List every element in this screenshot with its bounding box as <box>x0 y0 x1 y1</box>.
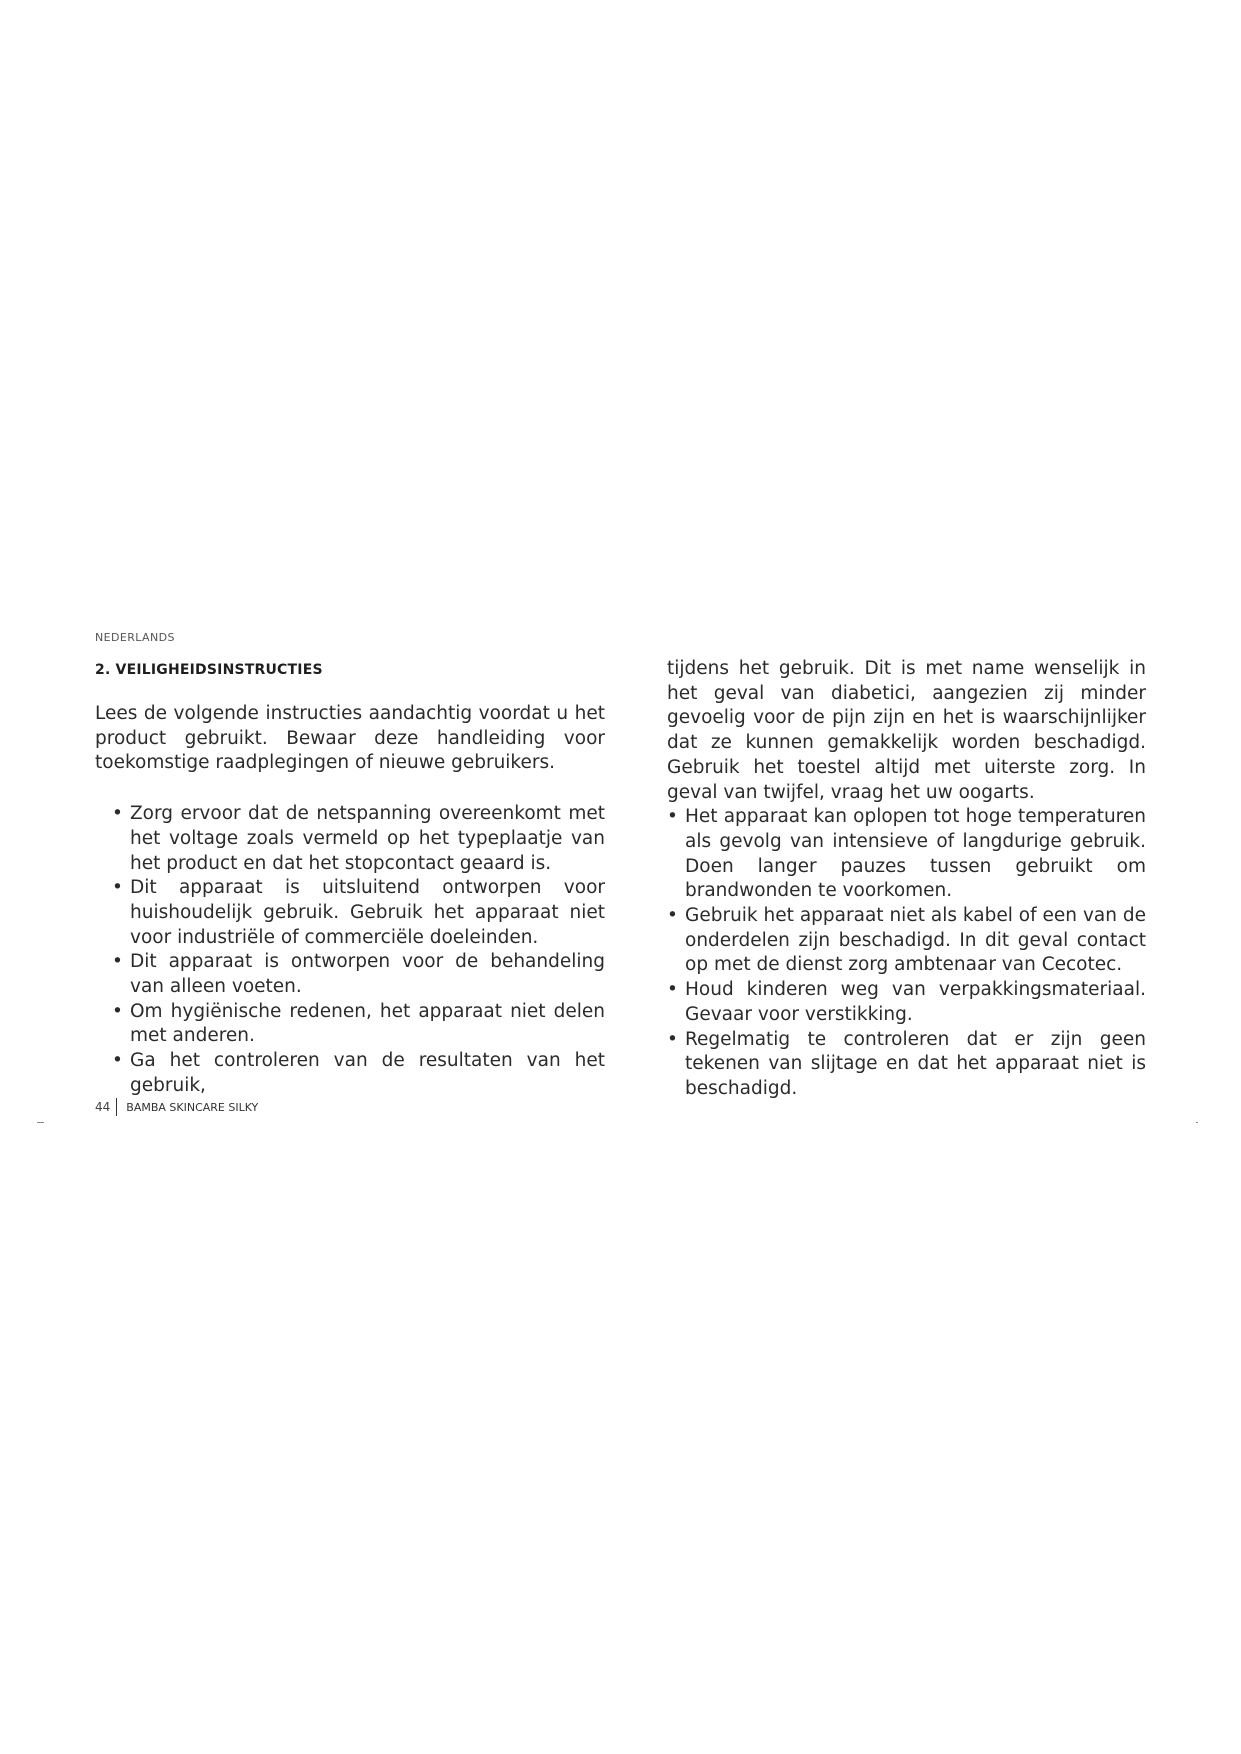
crop-mark-left <box>37 1122 44 1123</box>
page-number: 44 <box>95 1100 111 1114</box>
list-item: • Dit apparaat is uitsluitend ontworpen voor huishoudelijk gebruik. Gebruik het apparaat niet voor industriële of commerciële doeleinden. <box>112 877 605 948</box>
list-item: • Regelmatig te controleren dat er zijn geen tekenen van slijtage en dat het apparaat niet is beschadigd. <box>667 1028 1146 1099</box>
bullet-icon: • <box>112 1050 123 1072</box>
bullet-icon: • <box>112 951 123 973</box>
page-footer <box>95 1098 258 1116</box>
intro-paragraph: Lees de volgende instructies aandachtig voordat u het product gebruikt. Bewaar deze handleiding voor toekomstige raadplegingen of nieuwe gebruikers. <box>95 703 605 774</box>
bullet-icon: • <box>667 806 678 828</box>
bullet-icon: • <box>112 1000 123 1022</box>
bullet-icon: • <box>667 979 678 1001</box>
right-bullet-list <box>650 805 1146 1101</box>
section-title: 2. VEILIGHEIDSINSTRUCTIES <box>95 662 323 678</box>
bullet-icon: • <box>667 905 678 927</box>
list-item: • Dit apparaat is ontworpen voor de behandeling van alleen voeten. <box>112 951 605 998</box>
product-name: BAMBA SKINCARE SILKY <box>126 1100 259 1114</box>
continuation-paragraph: tijdens het gebruik. Dit is met name wenselijk in het geval van diabetici, aangezien zij minder gevoelig voor de pijn zijn en het is waarschijnlijker dat ze kunnen gemakkelijk worden beschadigd. Gebruik het toestel altijd met uiterste zorg. In geval van twijfel, vraag het uw oogarts. <box>667 658 1146 803</box>
left-column <box>95 702 605 1099</box>
bullet-icon: • <box>112 877 123 899</box>
list-item: • Gebruik het apparaat niet als kabel of een van de onderdelen zijn beschadigd. In dit geval contact op met de dienst zorg ambtenaar van Cecotec. <box>667 905 1146 976</box>
right-column <box>650 657 1146 1102</box>
left-bullet-list <box>95 802 605 1098</box>
list-item: • Ga het controleren van de resultaten van het gebruik, <box>112 1050 605 1096</box>
bullet-icon: • <box>112 803 123 825</box>
language-label: NEDERLANDS <box>95 631 175 644</box>
footer-divider <box>116 1098 117 1116</box>
list-item: • Houd kinderen weg van verpakkingsmateriaal. Gevaar voor verstikking. <box>667 979 1146 1025</box>
list-item: • Om hygiënische redenen, het apparaat niet delen met anderen. <box>112 1000 605 1047</box>
list-item: • Het apparaat kan oplopen tot hoge temperaturen als gevolg van intensieve of langdurige gebruik. Doen langer pauzes tussen gebruikt om brandwonden te voorkomen. <box>667 806 1146 902</box>
crop-mark-right <box>1196 1122 1198 1123</box>
list-item: • Zorg ervoor dat de netspanning overeenkomt met het voltage zoals vermeld op het typeplaatje van het product en dat het stopcontact geaard is. <box>112 803 605 874</box>
bullet-icon: • <box>667 1028 678 1050</box>
